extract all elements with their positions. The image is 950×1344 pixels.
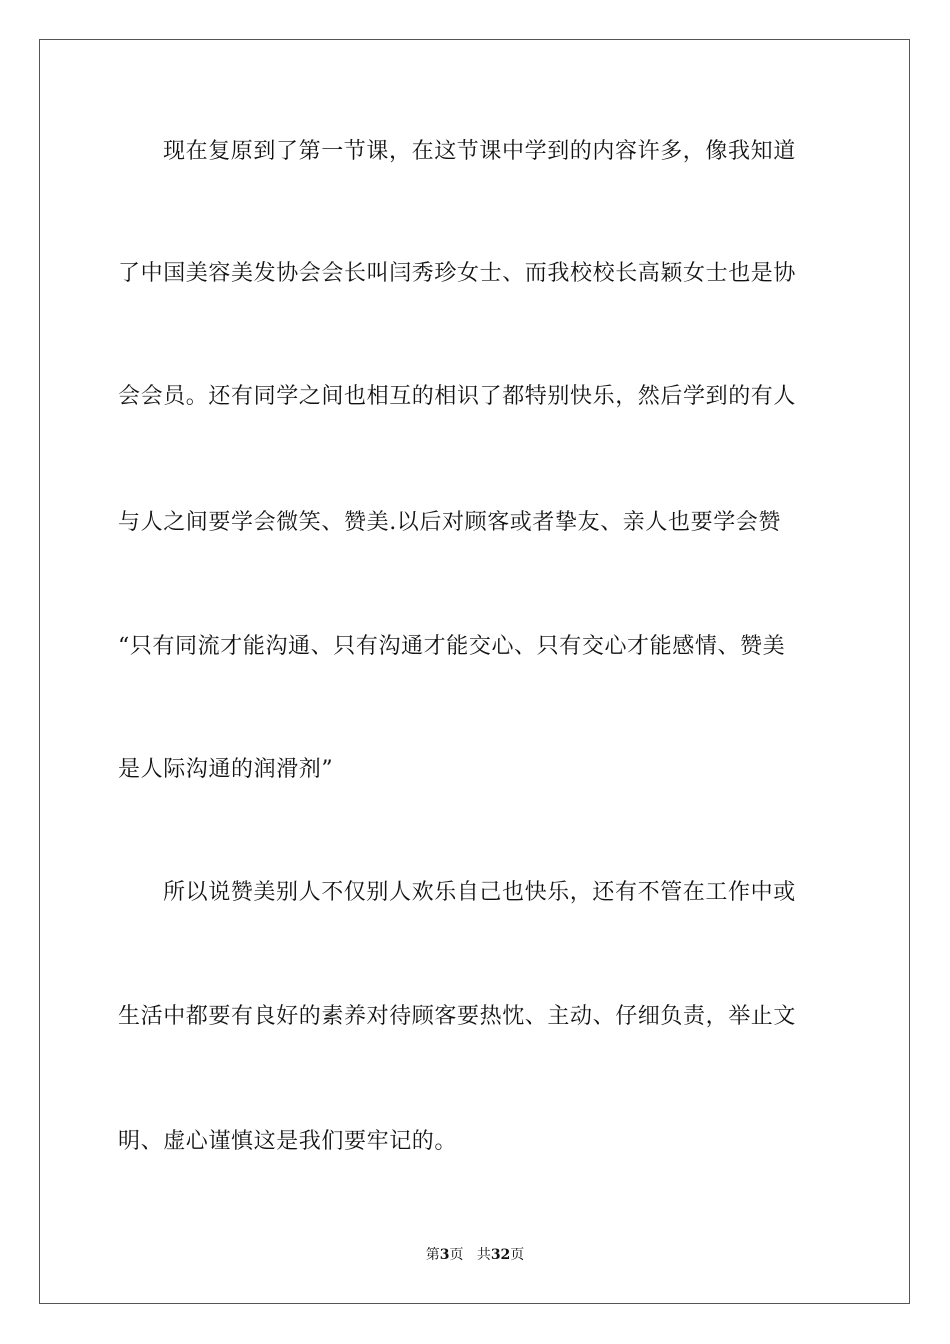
page-number: 3 bbox=[439, 1247, 450, 1263]
page-prefix: 第 bbox=[425, 1247, 440, 1263]
total-suffix: 页 bbox=[510, 1247, 525, 1263]
page-border bbox=[39, 39, 910, 1304]
paragraph-line: 与人之间要学会微笑、赞美.以后对顾客或者挚友、亲人也要学会赞 bbox=[118, 510, 781, 535]
quote-line: “只有同流才能沟通、只有沟通才能交心、只有交心才能感情、赞美 bbox=[118, 634, 786, 659]
paragraph-line: 了中国美容美发协会会长叫闫秀珍女士、而我校校长高颖女士也是协 bbox=[118, 261, 797, 286]
quote-line: 是人际沟通的润滑剂” bbox=[118, 757, 334, 782]
paragraph-line: 会会员。还有同学之间也相互的相识了都特别快乐，然后学到的有人 bbox=[118, 384, 797, 409]
total-prefix: 共 bbox=[476, 1247, 491, 1263]
total-pages: 32 bbox=[490, 1247, 511, 1263]
paragraph-line: 所以说赞美别人不仅别人欢乐自己也快乐，还有不管在工作中或 bbox=[163, 880, 796, 905]
page-suffix: 页 bbox=[449, 1247, 464, 1263]
paragraph-line: 生活中都要有良好的素养对待顾客要热忱、主动、仔细负责，举止文 bbox=[118, 1004, 797, 1029]
paragraph-line: 现在复原到了第一节课，在这节课中学到的内容许多，像我知道 bbox=[163, 139, 796, 164]
page-footer bbox=[0, 1246, 950, 1264]
paragraph-line: 明、虚心谨慎这是我们要牢记的。 bbox=[118, 1129, 458, 1154]
